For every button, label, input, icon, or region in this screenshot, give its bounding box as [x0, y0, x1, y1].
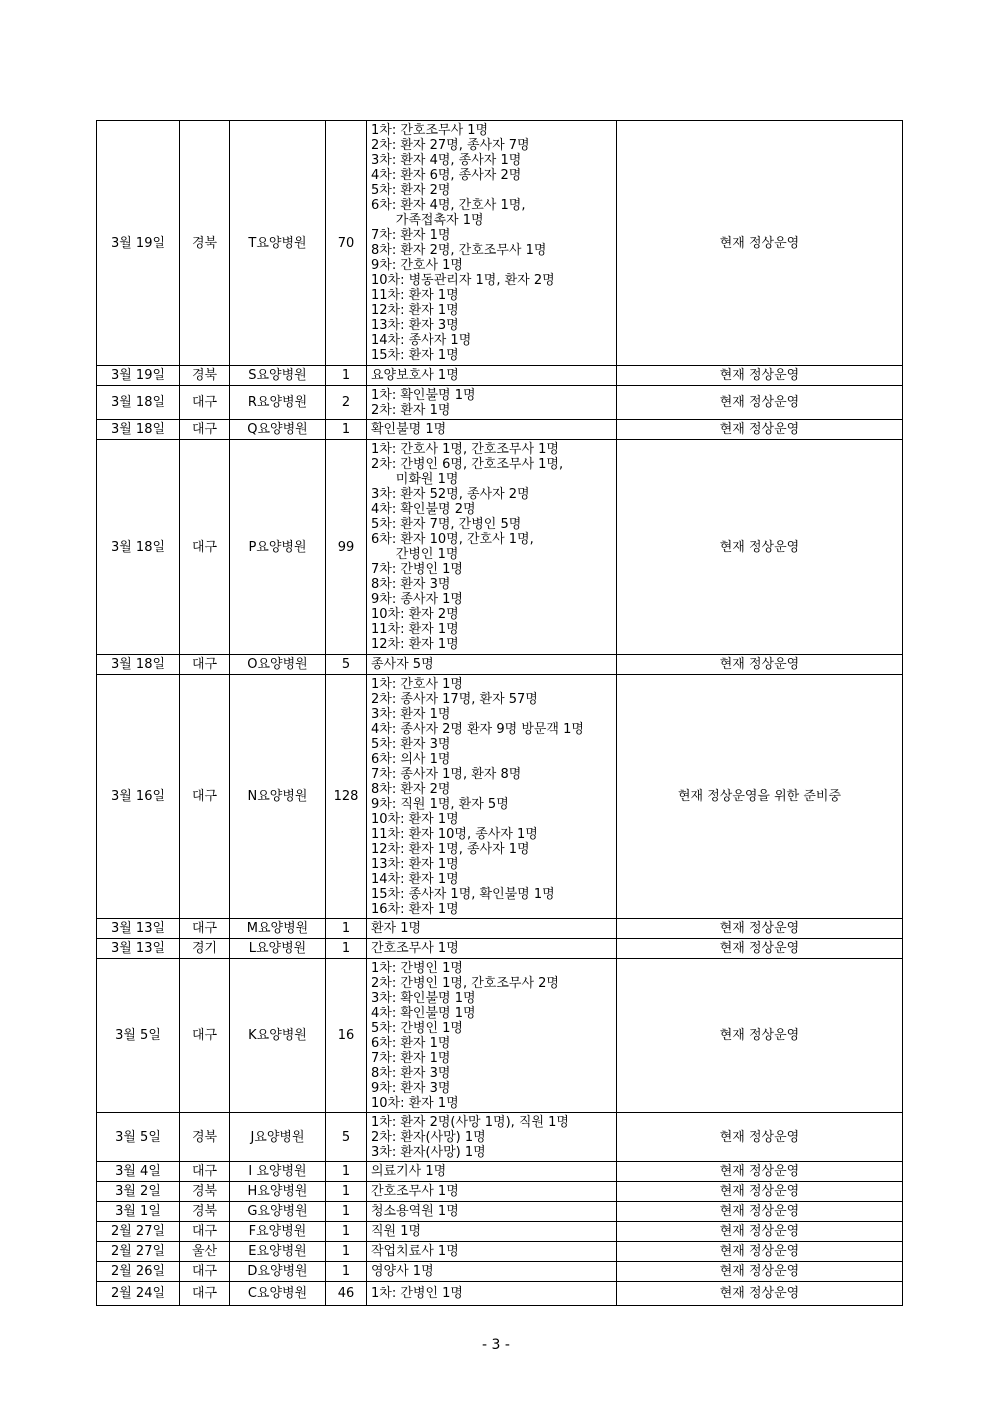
status-cell: 현재 정상운영 [617, 959, 903, 1113]
detail-line: 1차: 간병인 1명 [371, 1286, 463, 1301]
detail-line: 간병인 1명 [371, 547, 459, 562]
status-cell: 현재 정상운영 [617, 1262, 903, 1282]
region-cell: 경북 [180, 121, 230, 366]
detail-line: 6차: 의사 1명 [371, 751, 451, 767]
date-cell: 3월 4일 [97, 1162, 180, 1182]
detail-line: 확인불명 1명 [371, 422, 447, 437]
detail-line: 9차: 환자 3명 [371, 1080, 451, 1096]
table-row [97, 386, 903, 420]
details-cell [367, 675, 617, 919]
hospital-cell: R요양병원 [230, 386, 326, 420]
detail-line: 8차: 환자 3명 [371, 1065, 451, 1081]
count-cell: 16 [326, 959, 367, 1113]
detail-line: 8차: 환자 2명 [371, 781, 451, 797]
table-row [97, 1222, 903, 1242]
table-row [97, 1113, 903, 1162]
table-row [97, 675, 903, 919]
detail-line: 간호조무사 1명 [371, 941, 459, 956]
detail-line: 9차: 직원 1명, 환자 5명 [371, 796, 509, 812]
region-cell: 대구 [180, 919, 230, 939]
detail-line: 11차: 환자 10명, 종사자 1명 [371, 826, 538, 842]
detail-line: 의료기사 1명 [371, 1164, 447, 1179]
count-cell: 5 [326, 655, 367, 675]
hospital-cell: L요양병원 [230, 939, 326, 959]
details-cell [367, 420, 617, 440]
detail-line: 6차: 환자 4명, 간호사 1명, [371, 198, 526, 213]
region-cell: 대구 [180, 386, 230, 420]
count-cell: 1 [326, 1162, 367, 1182]
detail-line: 환자 1명 [371, 921, 422, 936]
date-cell: 3월 5일 [97, 1113, 180, 1162]
hospital-outbreak-table [96, 120, 903, 1306]
details-cell [367, 939, 617, 959]
details-cell [367, 440, 617, 655]
detail-line: 4차: 확인불명 2명 [371, 502, 476, 517]
table-row [97, 440, 903, 655]
detail-line: 2차: 환자 27명, 종사자 7명 [371, 138, 530, 153]
status-cell: 현재 정상운영 [617, 366, 903, 386]
details-cell [367, 366, 617, 386]
detail-line: 11차: 환자 1명 [371, 622, 459, 637]
date-cell: 3월 18일 [97, 386, 180, 420]
detail-line: 10차: 환자 1명 [371, 1095, 459, 1111]
detail-line: 13차: 환자 1명 [371, 856, 459, 872]
date-cell: 3월 18일 [97, 440, 180, 655]
status-cell: 현재 정상운영 [617, 1242, 903, 1262]
detail-line: 9차: 간호사 1명 [371, 258, 463, 273]
count-cell: 70 [326, 121, 367, 366]
details-cell [367, 1262, 617, 1282]
detail-line: 간호조무사 1명 [371, 1184, 459, 1199]
detail-line: 7차: 간병인 1명 [371, 562, 463, 577]
details-cell [367, 1202, 617, 1222]
details-cell [367, 1113, 617, 1162]
status-cell: 현재 정상운영 [617, 1222, 903, 1242]
detail-line: 3차: 환자(사망) 1명 [371, 1144, 486, 1160]
detail-line: 종사자 5명 [371, 657, 434, 672]
detail-line: 2차: 간병인 1명, 간호조무사 2명 [371, 975, 559, 991]
detail-line: 1차: 간호조무사 1명 [371, 123, 489, 138]
table-row [97, 1162, 903, 1182]
detail-line: 가족접촉자 1명 [371, 213, 484, 228]
page-number: - 3 - [482, 1337, 510, 1353]
region-cell: 경북 [180, 366, 230, 386]
detail-line: 12차: 환자 1명 [371, 303, 459, 318]
date-cell: 3월 18일 [97, 655, 180, 675]
date-cell: 3월 19일 [97, 121, 180, 366]
hospital-cell: S요양병원 [230, 366, 326, 386]
table-row [97, 959, 903, 1113]
detail-line: 4차: 확인불명 1명 [371, 1005, 476, 1021]
table-body [97, 121, 903, 1306]
table-row [97, 420, 903, 440]
detail-line: 6차: 환자 10명, 간호사 1명, [371, 532, 534, 547]
date-cell: 2월 27일 [97, 1222, 180, 1242]
table-row [97, 1262, 903, 1282]
details-cell [367, 919, 617, 939]
detail-line: 12차: 환자 1명, 종사자 1명 [371, 841, 530, 857]
status-cell: 현재 정상운영 [617, 1113, 903, 1162]
detail-line: 미화원 1명 [371, 472, 459, 487]
detail-line: 15차: 종사자 1명, 확인불명 1명 [371, 886, 555, 902]
detail-line: 14차: 종사자 1명 [371, 333, 472, 348]
table-row [97, 939, 903, 959]
status-cell: 현재 정상운영 [617, 1282, 903, 1306]
date-cell: 3월 5일 [97, 959, 180, 1113]
detail-line: 10차: 환자 1명 [371, 811, 459, 827]
region-cell: 대구 [180, 1282, 230, 1306]
region-cell: 대구 [180, 655, 230, 675]
hospital-cell: H요양병원 [230, 1182, 326, 1202]
date-cell: 3월 13일 [97, 919, 180, 939]
hospital-cell: M요양병원 [230, 919, 326, 939]
count-cell: 2 [326, 386, 367, 420]
detail-line: 7차: 종사자 1명, 환자 8명 [371, 766, 522, 782]
detail-line: 10차: 병동관리자 1명, 환자 2명 [371, 273, 555, 288]
status-cell: 현재 정상운영 [617, 919, 903, 939]
details-cell [367, 1162, 617, 1182]
detail-line: 7차: 환자 1명 [371, 1050, 451, 1066]
detail-line: 3차: 환자 1명 [371, 706, 451, 722]
hospital-cell: N요양병원 [230, 675, 326, 919]
detail-line: 영양사 1명 [371, 1264, 434, 1279]
region-cell: 대구 [180, 959, 230, 1113]
status-cell: 현재 정상운영 [617, 1162, 903, 1182]
table-row [97, 366, 903, 386]
detail-line: 7차: 환자 1명 [371, 228, 451, 243]
date-cell: 3월 19일 [97, 366, 180, 386]
region-cell: 대구 [180, 1222, 230, 1242]
detail-line: 5차: 환자 3명 [371, 736, 451, 752]
table-row [97, 121, 903, 366]
status-cell: 현재 정상운영 [617, 386, 903, 420]
details-cell [367, 655, 617, 675]
details-cell [367, 1242, 617, 1262]
date-cell: 2월 24일 [97, 1282, 180, 1306]
status-cell: 현재 정상운영 [617, 121, 903, 366]
hospital-cell: K요양병원 [230, 959, 326, 1113]
table-row [97, 919, 903, 939]
status-cell: 현재 정상운영 [617, 420, 903, 440]
detail-line: 16차: 환자 1명 [371, 901, 459, 917]
detail-line: 1차: 확인불명 1명 [371, 387, 476, 403]
detail-line: 3차: 환자 4명, 종사자 1명 [371, 153, 522, 168]
details-cell [367, 1282, 617, 1306]
detail-line: 2차: 환자(사망) 1명 [371, 1129, 486, 1145]
date-cell: 2월 27일 [97, 1242, 180, 1262]
hospital-cell: O요양병원 [230, 655, 326, 675]
date-cell: 3월 16일 [97, 675, 180, 919]
table-row [97, 1282, 903, 1306]
region-cell: 경북 [180, 1182, 230, 1202]
detail-line: 11차: 환자 1명 [371, 288, 459, 303]
detail-line: 5차: 환자 7명, 간병인 5명 [371, 517, 522, 532]
detail-line: 15차: 환자 1명 [371, 348, 459, 363]
detail-line: 3차: 확인불명 1명 [371, 990, 476, 1006]
detail-line: 10차: 환자 2명 [371, 607, 459, 622]
region-cell: 울산 [180, 1242, 230, 1262]
date-cell: 3월 13일 [97, 939, 180, 959]
details-cell [367, 959, 617, 1113]
hospital-cell: G요양병원 [230, 1202, 326, 1222]
count-cell: 128 [326, 675, 367, 919]
detail-line: 9차: 종사자 1명 [371, 592, 463, 607]
region-cell: 대구 [180, 675, 230, 919]
date-cell: 3월 1일 [97, 1202, 180, 1222]
count-cell: 1 [326, 366, 367, 386]
table-row [97, 655, 903, 675]
status-cell: 현재 정상운영을 위한 준비중 [617, 675, 903, 919]
hospital-cell: C요양병원 [230, 1282, 326, 1306]
hospital-cell: F요양병원 [230, 1222, 326, 1242]
status-cell: 현재 정상운영 [617, 655, 903, 675]
count-cell: 1 [326, 919, 367, 939]
detail-line: 8차: 환자 2명, 간호조무사 1명 [371, 243, 547, 258]
detail-line: 5차: 환자 2명 [371, 183, 451, 198]
detail-line: 13차: 환자 3명 [371, 318, 459, 333]
detail-line: 1차: 간호사 1명, 간호조무사 1명 [371, 442, 559, 457]
count-cell: 1 [326, 1262, 367, 1282]
detail-line: 14차: 환자 1명 [371, 871, 459, 887]
hospital-cell: T요양병원 [230, 121, 326, 366]
detail-line: 12차: 환자 1명 [371, 637, 459, 652]
detail-line: 직원 1명 [371, 1224, 422, 1239]
date-cell: 3월 18일 [97, 420, 180, 440]
region-cell: 대구 [180, 1162, 230, 1182]
count-cell: 1 [326, 420, 367, 440]
detail-line: 1차: 간병인 1명 [371, 960, 463, 976]
detail-line: 4차: 종사자 2명 환자 9명 방문객 1명 [371, 721, 584, 737]
region-cell: 경기 [180, 939, 230, 959]
hospital-cell: E요양병원 [230, 1242, 326, 1262]
hospital-cell: D요양병원 [230, 1262, 326, 1282]
detail-line: 요양보호사 1명 [371, 368, 459, 383]
detail-line: 3차: 환자 52명, 종사자 2명 [371, 487, 530, 502]
count-cell: 1 [326, 1182, 367, 1202]
detail-line: 8차: 환자 3명 [371, 577, 451, 592]
count-cell: 46 [326, 1282, 367, 1306]
date-cell: 2월 26일 [97, 1262, 180, 1282]
table-row [97, 1202, 903, 1222]
region-cell: 대구 [180, 440, 230, 655]
status-cell: 현재 정상운영 [617, 939, 903, 959]
detail-line: 2차: 간병인 6명, 간호조무사 1명, [371, 457, 564, 472]
detail-line: 1차: 간호사 1명 [371, 676, 463, 692]
date-cell: 3월 2일 [97, 1182, 180, 1202]
hospital-cell: I 요양병원 [230, 1162, 326, 1182]
detail-line: 2차: 환자 1명 [371, 402, 451, 418]
count-cell: 1 [326, 1242, 367, 1262]
status-cell: 현재 정상운영 [617, 440, 903, 655]
count-cell: 5 [326, 1113, 367, 1162]
count-cell: 1 [326, 1222, 367, 1242]
count-cell: 99 [326, 440, 367, 655]
detail-line: 2차: 종사자 17명, 환자 57명 [371, 691, 538, 707]
details-cell [367, 121, 617, 366]
details-cell [367, 386, 617, 420]
region-cell: 경북 [180, 1113, 230, 1162]
detail-line: 5차: 간병인 1명 [371, 1020, 463, 1036]
detail-line: 청소용역원 1명 [371, 1204, 459, 1219]
detail-line: 6차: 환자 1명 [371, 1035, 451, 1051]
table-row [97, 1182, 903, 1202]
detail-line: 작업치료사 1명 [371, 1244, 459, 1259]
count-cell: 1 [326, 939, 367, 959]
details-cell [367, 1222, 617, 1242]
region-cell: 대구 [180, 1262, 230, 1282]
table-row [97, 1242, 903, 1262]
region-cell: 경북 [180, 1202, 230, 1222]
count-cell: 1 [326, 1202, 367, 1222]
detail-line: 1차: 환자 2명(사망 1명), 직원 1명 [371, 1114, 569, 1130]
status-cell: 현재 정상운영 [617, 1182, 903, 1202]
detail-line: 4차: 환자 6명, 종사자 2명 [371, 168, 522, 183]
hospital-cell: Q요양병원 [230, 420, 326, 440]
region-cell: 대구 [180, 420, 230, 440]
hospital-cell: J요양병원 [230, 1113, 326, 1162]
details-cell [367, 1182, 617, 1202]
status-cell: 현재 정상운영 [617, 1202, 903, 1222]
hospital-cell: P요양병원 [230, 440, 326, 655]
